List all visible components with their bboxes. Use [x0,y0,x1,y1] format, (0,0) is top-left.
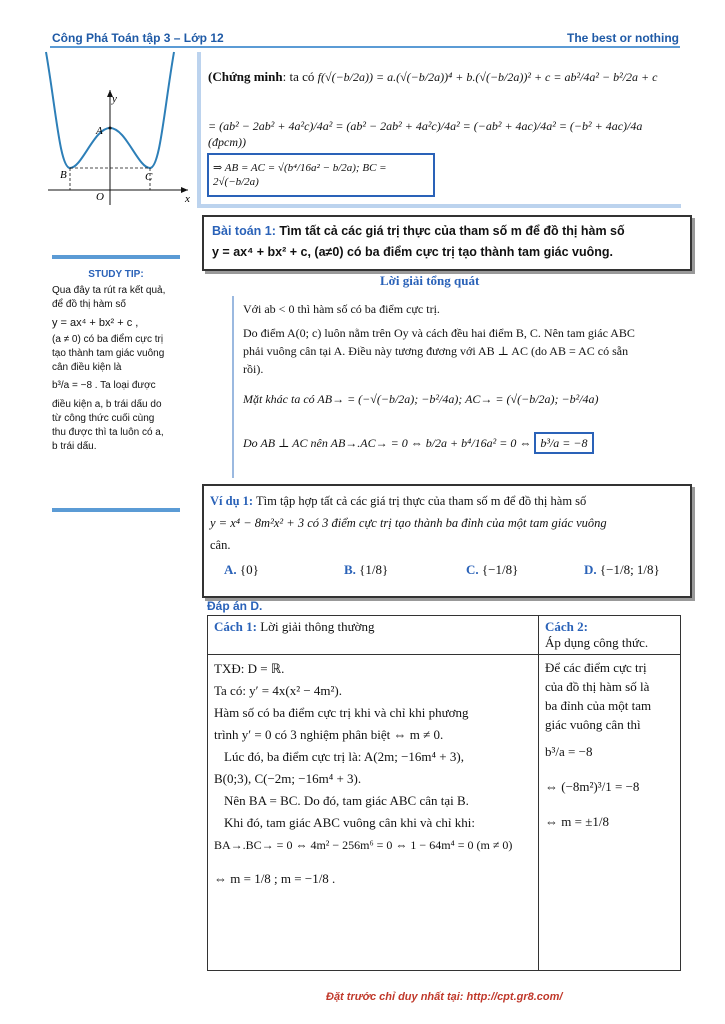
method-1-line: TXĐ: D = ℝ. [214,661,285,676]
method-2-line: của đồ thị hàm số là [545,679,650,694]
section-divider [197,204,681,208]
method-1-line: Nên BA = BC. Do đó, tam giác ABC cân tại B. [224,793,469,808]
proof-result-box: ⇒ AB = AC = √(b⁴/16a² − b/2a); BC = 2√(−b/2a) [207,153,435,197]
method-2-line: giác vuông cân thì [545,717,641,732]
problem-text: Tìm tất cả các giá trị thực của tham số m để đồ thị hàm số [279,224,625,238]
proof-lead: (Chứng minh [208,69,283,84]
study-tip-line: từ công thức cuối cùng [52,412,155,424]
method-1-line: Lúc đó, ba điểm cực trị là: A(2m; −16m⁴ + 3), [224,749,464,764]
footer-link[interactable]: Đặt trước chỉ duy nhất tại: http://cpt.gr8.com/ [326,991,563,1003]
example-text-3: cân. [210,538,231,552]
method-1-line: B(0;3), C(−2m; −16m⁴ + 3). [214,771,362,786]
study-tip-line: (a ≠ 0) có ba điểm cực trị [52,333,164,345]
graph-point-a: A [96,125,103,137]
method-2-line: ⇔ (−8m²)³/1 = −8 [545,779,640,794]
method-1-cell [208,655,539,971]
example-text-2: y = x⁴ − 8m²x² + 3 có 3 điểm cực trị tạo thành ba đỉnh của một tam giác vuông [210,516,607,530]
example-box [202,484,692,598]
header-divider [50,46,680,48]
study-tip-line: Qua đây ta rút ra kết quả, [52,285,166,297]
general-p5: Mặt khác ta có AB→ = (−√(−b/2a); −b²/4a); AC→ = (√(−b/2a); −b²/4a) [243,392,599,406]
problem-label: Bài toán 1: [212,224,276,238]
problem-box [202,215,692,271]
method-1-line: trình y′ = 0 có 3 nghiệm phân biệt ⇔ m ≠ 0. [214,727,444,742]
example-label: Ví dụ 1: [210,494,254,508]
header-right: The best or nothing [567,31,679,45]
graph-point-c: C [145,171,153,183]
option-c[interactable]: C. {−1/8} [466,562,519,577]
method-2-line: Để các điểm cực trị [545,660,647,675]
study-tip-line: để đồ thị hàm số [52,299,126,311]
header-left: Công Phá Toán tập 3 – Lớp 12 [52,31,224,45]
method-2-cell [539,655,681,971]
option-d[interactable]: D. {−1/8; 1/8} [584,562,660,577]
problem-text-2: y = ax⁴ + bx² + c, (a≠0) có ba điểm cực trị tạo thành tam giác vuông. [212,245,614,259]
graph-point-b: B [60,169,67,181]
option-a[interactable]: A. {0} [224,562,259,577]
method-1-line: ⇔ m = 1/8 ; m = −1/8 . [214,871,336,886]
general-solution [232,296,682,478]
study-tip-line: cân điều kiện là [52,362,122,374]
study-tip-line: thu được thì ta luôn có a, [52,427,164,439]
proof-equation-1: f(√(−b/2a)) = a.(√(−b/2a))⁴ + b.(√(−b/2a))² + c = ab²/4a² − b²/2a + c [317,70,658,84]
general-p2: Do điểm A(0; c) luôn nằm trên Oy và cách đều hai điểm B, C. Nên tam giác ABC [243,326,635,340]
method-1-line: Hàm số có ba điểm cực trị khi và chỉ khi phương [214,705,469,720]
study-tip-line: tạo thành tam giác vuông [52,348,165,360]
table-header-2: Cách 2: Áp dụng công thức. [539,616,681,655]
study-tip-line: điều kiện a, b trái dấu do [52,398,162,410]
solution-table [207,615,681,971]
study-tip-line: b trái dấu. [52,441,97,453]
general-p1: Với ab < 0 thì hàm số có ba điểm cực trị. [243,302,440,316]
quartic-graph [38,50,198,210]
graph-y-label: y [112,93,117,105]
answer-label: Đáp án D. [207,599,263,613]
study-tip [52,268,180,454]
study-tip-condition: b³/a = −8 . Ta loại được [52,380,156,392]
general-p6: Do AB ⊥ AC nên AB→.AC→ = 0 ⇔ b/2a + b⁴/16a² = 0 ⇔ [243,436,532,450]
example-text: Tìm tập hợp tất cả các giá trị thực của tham số m để đồ thị hàm số [255,494,587,508]
study-tip-title: STUDY TIP: [88,269,144,280]
general-p4: rồi). [243,362,264,376]
method-1-line: Ta có: y′ = 4x(x² − 4m²). [214,683,343,698]
general-title: Lời giải tổng quát [380,273,480,288]
table-header-1: Cách 1: Lời giải thông thường [208,616,539,655]
method-1-line: BA→.BC→ = 0 ⇔ 4m² − 256m⁶ = 0 ⇔ 1 − 64m⁴ = 0 (m ≠ 0) [214,838,513,852]
option-b[interactable]: B. {1/8} [344,562,389,577]
study-tip-bottom-bar [52,508,180,512]
column-divider [197,52,201,204]
general-p3: phải vuông cân tại A. Điều này tương đương với AB ⊥ AC (do AB = AC có sẵn [243,344,629,358]
method-2-line: b³/a = −8 [545,744,593,759]
general-result-box: b³/a = −8 [534,432,593,454]
study-tip-formula: y = ax⁴ + bx² + c , [52,316,139,329]
study-tip-top-bar [52,255,180,259]
graph-origin: O [96,191,104,203]
method-2-line: ba đỉnh của một tam [545,698,652,713]
proof-line-1 [208,68,678,86]
proof-equation-2: = (ab² − 2ab² + 4a²c)/4a² = (ab² − 2ab² + 4a²c)/4a² = (−ab² + 4ac)/4a² = (−b² + 4ac)/4a (đpcm)) [208,119,643,149]
method-2-line: ⇔ m = ±1/8 [545,814,609,829]
method-1-line: Khi đó, tam giác ABC vuông cân khi và chỉ khi: [224,815,475,830]
proof-lead-2: : ta có [282,69,315,84]
graph-x-label: x [185,193,190,205]
